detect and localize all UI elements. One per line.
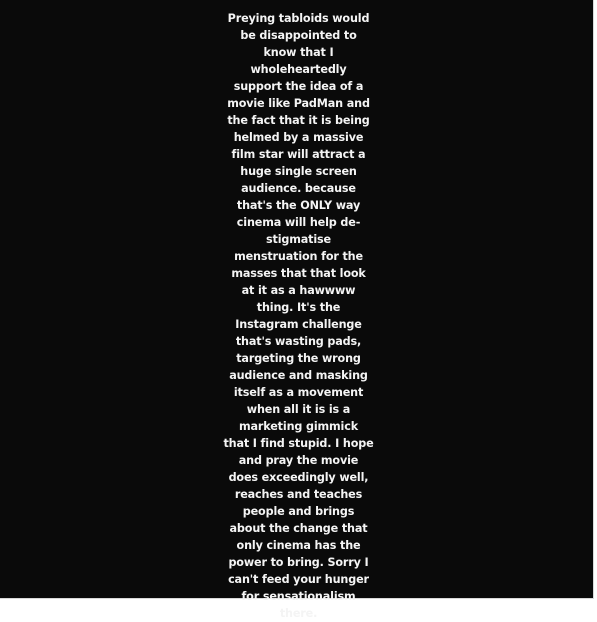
story-line: that I find stupid. I hope bbox=[223, 437, 374, 450]
story-line: and pray the movie bbox=[238, 454, 359, 467]
story-line: there. bbox=[279, 607, 318, 620]
story-line: helmed by a massive bbox=[233, 131, 364, 144]
story-line: power to bring. Sorry I bbox=[228, 556, 369, 569]
story-line: when all it is is a bbox=[246, 403, 351, 416]
story-line: for sensationalism bbox=[241, 590, 356, 603]
story-line: marketing gimmick bbox=[238, 420, 358, 433]
story-line: at it as a hawwww bbox=[241, 284, 356, 297]
story-line: film star will attract a bbox=[231, 148, 366, 161]
story-line: people and brings bbox=[242, 505, 355, 518]
story-line: the fact that it is being bbox=[227, 114, 370, 127]
story-line: stigmatise bbox=[266, 233, 331, 246]
story-line: be disappointed to bbox=[240, 29, 357, 42]
story-line: cinema will help de- bbox=[236, 216, 361, 229]
story-line: wholeheartedly bbox=[250, 63, 347, 76]
story-line: does exceedingly well, bbox=[228, 471, 369, 484]
story-text bbox=[220, 10, 377, 622]
story-line: itself as a movement bbox=[233, 386, 364, 399]
story-line: audience and masking bbox=[229, 369, 368, 382]
story-line: audience. because bbox=[241, 182, 356, 195]
story-line: support the idea of a bbox=[233, 80, 364, 93]
story-line: masses that that look bbox=[231, 267, 366, 280]
story-line: that's wasting pads, bbox=[235, 335, 362, 348]
story-line: thing. It's the bbox=[256, 301, 341, 314]
story-line: only cinema has the bbox=[236, 539, 361, 552]
story-line: targeting the wrong bbox=[236, 352, 361, 365]
story-line: know that I bbox=[263, 46, 334, 59]
story-line: huge single screen bbox=[240, 165, 357, 178]
story-line: that's the ONLY way bbox=[236, 199, 361, 212]
story-line: reaches and teaches bbox=[234, 488, 363, 501]
story-line: Instagram challenge bbox=[235, 318, 362, 331]
story-line: can't feed your hunger bbox=[228, 573, 369, 586]
story-line: about the change that bbox=[229, 522, 368, 535]
story-line: Preying tabloids would bbox=[227, 12, 370, 25]
story-line: menstruation for the bbox=[234, 250, 363, 263]
story-line: movie like PadMan and bbox=[227, 97, 370, 110]
